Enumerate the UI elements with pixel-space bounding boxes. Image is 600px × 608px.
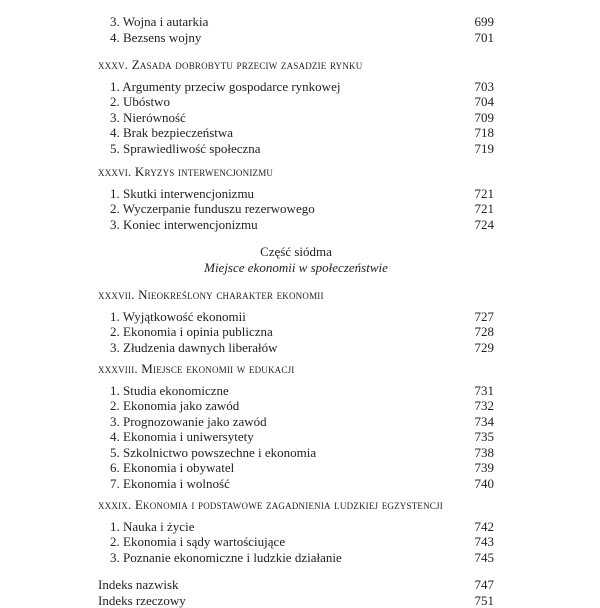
toc-entry (98, 14, 494, 30)
entry-page: 728 (464, 324, 494, 340)
toc-entry (98, 94, 494, 110)
entry-page: 709 (464, 110, 494, 126)
chapter-heading: xxxix. Ekonomia i podstawowe zagadnienia ludzkiej egzystencji (98, 497, 494, 513)
chapter-heading: xxxvi. Kryzys interwencjonizmu (98, 164, 494, 180)
entry-label: 3. Poznanie ekonomiczne i ludzkie działanie (110, 550, 342, 566)
table-of-contents (98, 14, 494, 608)
entry-page: 743 (464, 534, 494, 550)
toc-entry (98, 476, 494, 492)
toc-entry (98, 340, 494, 356)
index-label: Indeks rzeczowy (98, 593, 186, 608)
entry-page: 724 (464, 217, 494, 233)
entry-label: 1. Argumenty przeciw gospodarce rynkowej (110, 79, 340, 95)
entry-label: 4. Bezsens wojny (110, 30, 201, 46)
toc-entry (98, 141, 494, 157)
index-entry (98, 577, 494, 593)
chapter-heading: xxxv. Zasada dobrobytu przeciw zasadzie rynku (98, 57, 494, 73)
entry-page: 739 (464, 460, 494, 476)
toc-entry (98, 186, 494, 202)
entry-page: 719 (464, 141, 494, 157)
toc-entry (98, 445, 494, 461)
entry-label: 6. Ekonomia i obywatel (110, 460, 234, 476)
entry-label: 4. Ekonomia i uniwersytety (110, 429, 254, 445)
entry-label: 3. Koniec interwencjonizmu (110, 217, 258, 233)
entry-page: 734 (464, 414, 494, 430)
entry-label: 2. Ekonomia jako zawód (110, 398, 239, 414)
entry-page: 718 (464, 125, 494, 141)
toc-entry (98, 398, 494, 414)
index-page: 747 (464, 577, 494, 593)
part-title: Część siódma (98, 244, 494, 260)
entry-label: 3. Nierówność (110, 110, 186, 126)
entry-label: 2. Wyczerpanie funduszu rezerwowego (110, 201, 315, 217)
entry-page: 703 (464, 79, 494, 95)
entry-label: 5. Szkolnictwo powszechne i ekonomia (110, 445, 316, 461)
entry-page: 738 (464, 445, 494, 461)
entry-label: 2. Ekonomia i sądy wartościujące (110, 534, 285, 550)
entry-page: 727 (464, 309, 494, 325)
toc-entry (98, 383, 494, 399)
entry-page: 742 (464, 519, 494, 535)
entry-page: 729 (464, 340, 494, 356)
entry-label: 1. Wyjątkowość ekonomii (110, 309, 246, 325)
chapter-heading: xxxviii. Miejsce ekonomii w edukacji (98, 361, 494, 377)
entry-label: 1. Nauka i życie (110, 519, 194, 535)
toc-entry (98, 324, 494, 340)
entry-page: 699 (464, 14, 494, 30)
toc-entry (98, 414, 494, 430)
index-page: 751 (464, 593, 494, 608)
entry-label: 1. Studia ekonomiczne (110, 383, 229, 399)
index-entry (98, 593, 494, 608)
toc-entry (98, 217, 494, 233)
toc-entry (98, 79, 494, 95)
part-subtitle: Miejsce ekonomii w społeczeństwie (98, 260, 494, 276)
chapter-heading: xxxvii. Nieokreślony charakter ekonomii (98, 287, 494, 303)
entry-label: 7. Ekonomia i wolność (110, 476, 230, 492)
entry-page: 732 (464, 398, 494, 414)
toc-entry (98, 309, 494, 325)
toc-entry (98, 201, 494, 217)
toc-entry (98, 534, 494, 550)
entry-page: 704 (464, 94, 494, 110)
entry-page: 701 (464, 30, 494, 46)
toc-entry (98, 460, 494, 476)
toc-entry (98, 429, 494, 445)
entry-label: 3. Wojna i autarkia (110, 14, 208, 30)
entry-label: 2. Ekonomia i opinia publiczna (110, 324, 273, 340)
entry-label: 2. Ubóstwo (110, 94, 170, 110)
toc-entry (98, 125, 494, 141)
entry-page: 721 (464, 201, 494, 217)
entry-label: 5. Sprawiedliwość społeczna (110, 141, 261, 157)
index-label: Indeks nazwisk (98, 577, 179, 593)
entry-page: 735 (464, 429, 494, 445)
entry-page: 731 (464, 383, 494, 399)
entry-label: 1. Skutki interwencjonizmu (110, 186, 254, 202)
entry-label: 4. Brak bezpieczeństwa (110, 125, 233, 141)
entry-label: 3. Prognozowanie jako zawód (110, 414, 267, 430)
entry-label: 3. Złudzenia dawnych liberałów (110, 340, 278, 356)
toc-entry (98, 30, 494, 46)
toc-entry (98, 110, 494, 126)
entry-page: 740 (464, 476, 494, 492)
toc-entry (98, 519, 494, 535)
entry-page: 745 (464, 550, 494, 566)
toc-entry (98, 550, 494, 566)
entry-page: 721 (464, 186, 494, 202)
